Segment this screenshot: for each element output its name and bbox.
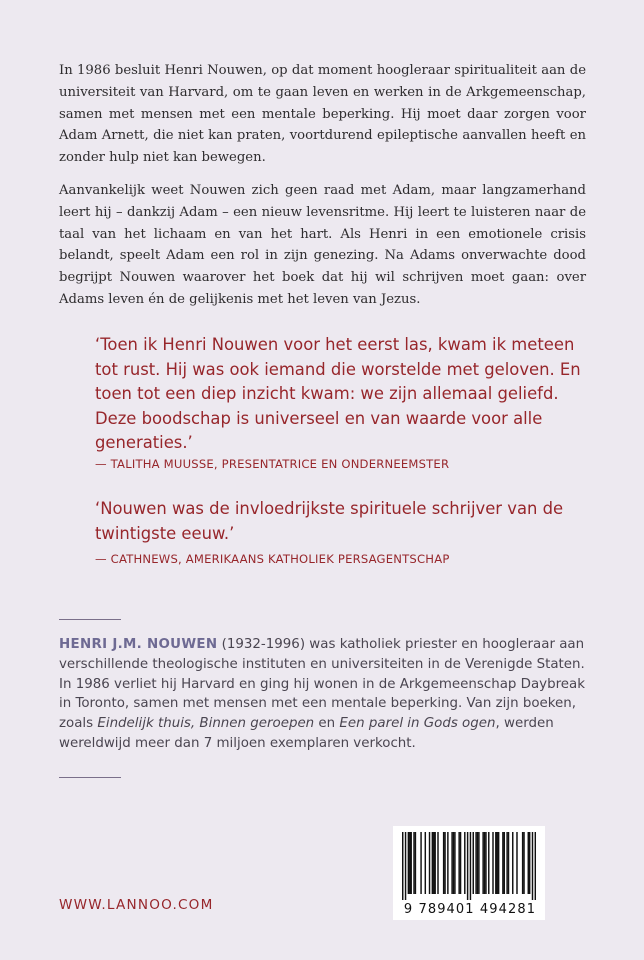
blurb-paragraph-2: Aanvankelijk weet Nouwen zich geen raad met Adam, maar langzamerhand leert hij – dankzij Adam – een nieuw levensritme. Hij leert te luisteren naar de taal van het lichaam en van het hart. Als Henri in een emotionele crisis belandt, speelt Adam een rol in zijn genezing. Na Adams onverwachte dood begrijpt Nouwen waarover het boek dat hij wil schrijven moet gaan: over Adams leven én de gelijkenis met het leven van Jezus.	[59, 183, 586, 307]
barcode-bar	[495, 832, 496, 894]
barcode-bar	[432, 832, 433, 894]
barcode-bar	[485, 832, 486, 894]
barcode-bar	[473, 832, 474, 894]
quote-muusse: ‘Toen ik Henri Nouwen voor het eerst las, kwam ik meteen tot rust. Hij was ook iemand die worstelde met geloven. En toen tot een diep inzicht kwam: we zijn allemaal geliefd. Deze boodschap is universeel en van waarde voor alle generaties.’	[95, 335, 581, 452]
barcode-bar	[477, 832, 478, 894]
barcode-bar	[458, 832, 459, 894]
barcode-bar	[405, 832, 406, 900]
barcode-bar	[522, 832, 523, 894]
isbn-number: 9 789401 494281	[403, 902, 537, 917]
author-bio-text-1: (1932-1996) was katholiek priester en hoogleraar aan verschillende theologische instituten en universiteiten in de Verenigde Staten. In 1986 verliet hij Harvard en ging hij wonen in de Arkgemeenschap Daybreak in Toronto, samen met mensen met een mentale beperking. Van zijn boeken, zoals	[59, 637, 586, 732]
barcode-bar	[484, 832, 485, 894]
barcode-bar	[409, 832, 410, 894]
divider-top	[59, 619, 121, 620]
author-bio	[59, 635, 594, 754]
blurb-paragraph-1: In 1986 besluit Henri Nouwen, op dat moment hoogleraar spiritualiteit aan de universiteit van Harvard, om te gaan leven en werken in de Arkgemeenschap, samen met mensen met een mentale beperking. Hij moet daar zorgen voor Adam Arnett, die niet kan praten, voortdurend epileptische aanvallen heeft en zonder hulp niet kan bewegen.	[59, 63, 586, 166]
barcode-bar	[447, 832, 448, 894]
quote-cathnews-attribution: — CATHNEWS, AMERIKAANS KATHOLIEK PERSAGENTSCHAP	[95, 552, 450, 566]
barcode-bar	[410, 832, 411, 894]
author-bio-text-2: , werden wereldwijd meer dan 7 miljoen exemplaren verkocht.	[59, 716, 554, 751]
barcode-bar	[470, 832, 471, 900]
barcode-bars	[402, 832, 536, 900]
barcode-bar	[437, 832, 438, 894]
barcode-bar	[433, 832, 434, 894]
barcode-bar	[532, 832, 533, 900]
publisher-website: WWW.LANNOO.COM	[59, 897, 214, 913]
barcode-bar	[444, 832, 445, 894]
barcode-bar	[529, 832, 530, 894]
author-name: HENRI J.M. NOUWEN	[59, 637, 218, 652]
barcode-bar	[408, 832, 409, 894]
book-title-een-parel: Een parel in Gods ogen	[339, 716, 496, 732]
book-title-separator-1: ,	[190, 716, 200, 732]
barcode-bar	[429, 832, 430, 894]
barcode-bar	[478, 832, 479, 894]
barcode-bar	[413, 832, 414, 894]
barcode-bar	[516, 832, 517, 894]
barcode-bar	[512, 832, 513, 894]
book-title-binnen-geroepen: Binnen geroepen	[199, 716, 315, 732]
barcode-bar	[535, 832, 536, 900]
divider-bottom	[59, 777, 121, 778]
quote-muusse-attribution: — TALITHA MUUSSE, PRESENTATRICE EN ONDERNEEMSTER	[95, 457, 450, 471]
barcode-bar	[451, 832, 452, 894]
barcode-bar	[402, 832, 403, 900]
isbn-barcode	[393, 826, 545, 920]
barcode-bar	[467, 832, 468, 900]
book-title-separator-2: en	[314, 716, 340, 732]
barcode-bar	[475, 832, 476, 894]
barcode-bar	[454, 832, 455, 894]
barcode-bar	[498, 832, 499, 894]
barcode-bar	[502, 832, 503, 894]
barcode-bar	[488, 832, 489, 894]
barcode-bar	[492, 832, 493, 894]
barcode-bar	[504, 832, 505, 894]
barcode-bar	[482, 832, 483, 894]
barcode-bar	[415, 832, 416, 894]
barcode-bar	[506, 832, 507, 894]
barcode-bar	[528, 832, 529, 894]
barcode-bar	[453, 832, 454, 894]
barcode-bar	[443, 832, 444, 894]
barcode-bar	[497, 832, 498, 894]
barcode-bar	[460, 832, 461, 894]
barcode-bar	[523, 832, 524, 894]
barcode-bar	[434, 832, 435, 894]
barcode-bar	[508, 832, 509, 894]
quote-cathnews: ‘Nouwen was de invloedrijkste spirituele schrijver van de twintigste eeuw.’	[95, 499, 564, 543]
barcode-bar	[425, 832, 426, 894]
barcode-bar	[464, 832, 465, 894]
book-title-eindelijk-thuis: Eindelijk thuis	[97, 716, 191, 732]
barcode-bar	[420, 832, 421, 894]
